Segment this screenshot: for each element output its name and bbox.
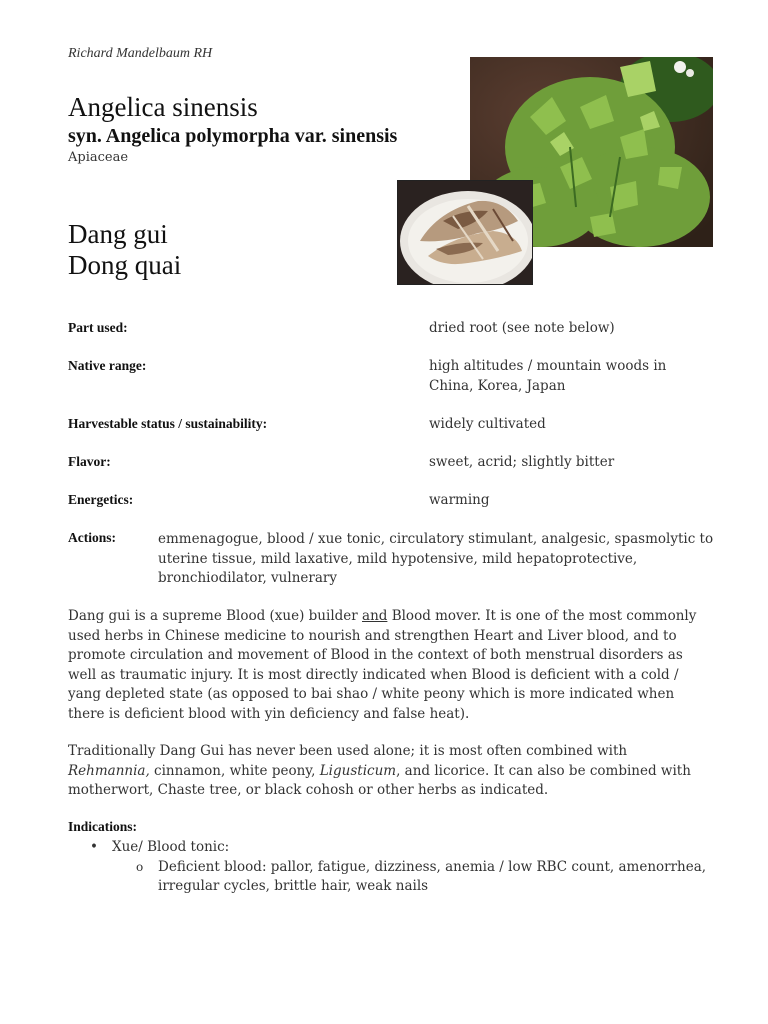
list-item [68, 838, 728, 858]
paragraph2-part1: Traditionally Dang Gui has never been used alone; it is most often combined with [68, 743, 628, 759]
energetics-label: Energetics: [68, 492, 134, 507]
native-range-label: Native range: [68, 358, 147, 373]
actions-label: Actions: [68, 530, 116, 545]
energetics-value: warming [429, 492, 490, 508]
paragraph1-part2: Blood mover. It is one of the most commonly used herbs in Chinese medicine to nourish and strengthen Heart and Liver blood, and to promote circulation and movement of Blood in the context of both menstrual disorders as well as traumatic injury. It is most directly indicated when Blood is deficient with a cold / yang depleted state (as opposed to bai shao / white peony which is more indicated when there is deficient blood with yin deficiency and false heat). [68, 608, 697, 722]
flavor-value: sweet, acrid; slightly bitter [429, 454, 615, 470]
dried-root-photo [397, 180, 533, 285]
plant-family: Apiaceae [68, 150, 129, 165]
indications-label: Indications: [68, 819, 138, 834]
sub-bullet-icon: o [136, 859, 144, 874]
sub-item-text: Deficient blood: pallor, fatigue, dizziness, anemia / low RBC count, amenorrhea, irregular cycles, brittle hair, weak nails [158, 858, 707, 894]
actions-value: emmenagogue, blood / xue tonic, circulatory stimulant, analgesic, spasmolytic to uterine tissue, mild laxative, mild hypotensive, mild hepatoprotective, bronchiodilator, vulnerary [158, 531, 714, 586]
native-range-value: high altitudes / mountain woods in China, Korea, Japan [429, 358, 667, 394]
description-paragraph [68, 607, 708, 724]
indications-list [68, 838, 728, 897]
part-used-value: dried root (see note below) [429, 320, 615, 336]
paragraph2-italic1: Rehmannia, [68, 762, 150, 779]
common-name-1: Dang gui [68, 219, 168, 249]
paragraph1-part1: Dang gui is a supreme Blood (xue) builder [68, 608, 363, 624]
indication-item-text: Xue/ Blood tonic: [112, 839, 230, 855]
harvestable-label: Harvestable status / sustainability: [68, 416, 268, 431]
paragraph2-part2: cinnamon, white peony, [149, 762, 320, 779]
common-name-2: Dong quai [68, 250, 182, 280]
paragraph2-italic2: Ligusticum [319, 762, 397, 779]
sub-list-item [68, 858, 728, 897]
flavor-label: Flavor: [68, 454, 111, 469]
author-name: Richard Mandelbaum RH [68, 46, 213, 61]
harvestable-value: widely cultivated [429, 416, 546, 432]
part-used-label: Part used: [68, 320, 128, 335]
paragraph1-underlined: and [362, 608, 388, 624]
paragraph2-part3: , and licorice. It can also be combined with motherwort, Chaste tree, or black cohosh or other herbs as indicated. [68, 762, 691, 798]
bullet-icon: • [90, 839, 98, 855]
combination-paragraph [68, 742, 708, 801]
synonym: syn. Angelica polymorpha var. sinensis [68, 125, 398, 147]
botanical-name: Angelica sinensis [68, 92, 258, 122]
